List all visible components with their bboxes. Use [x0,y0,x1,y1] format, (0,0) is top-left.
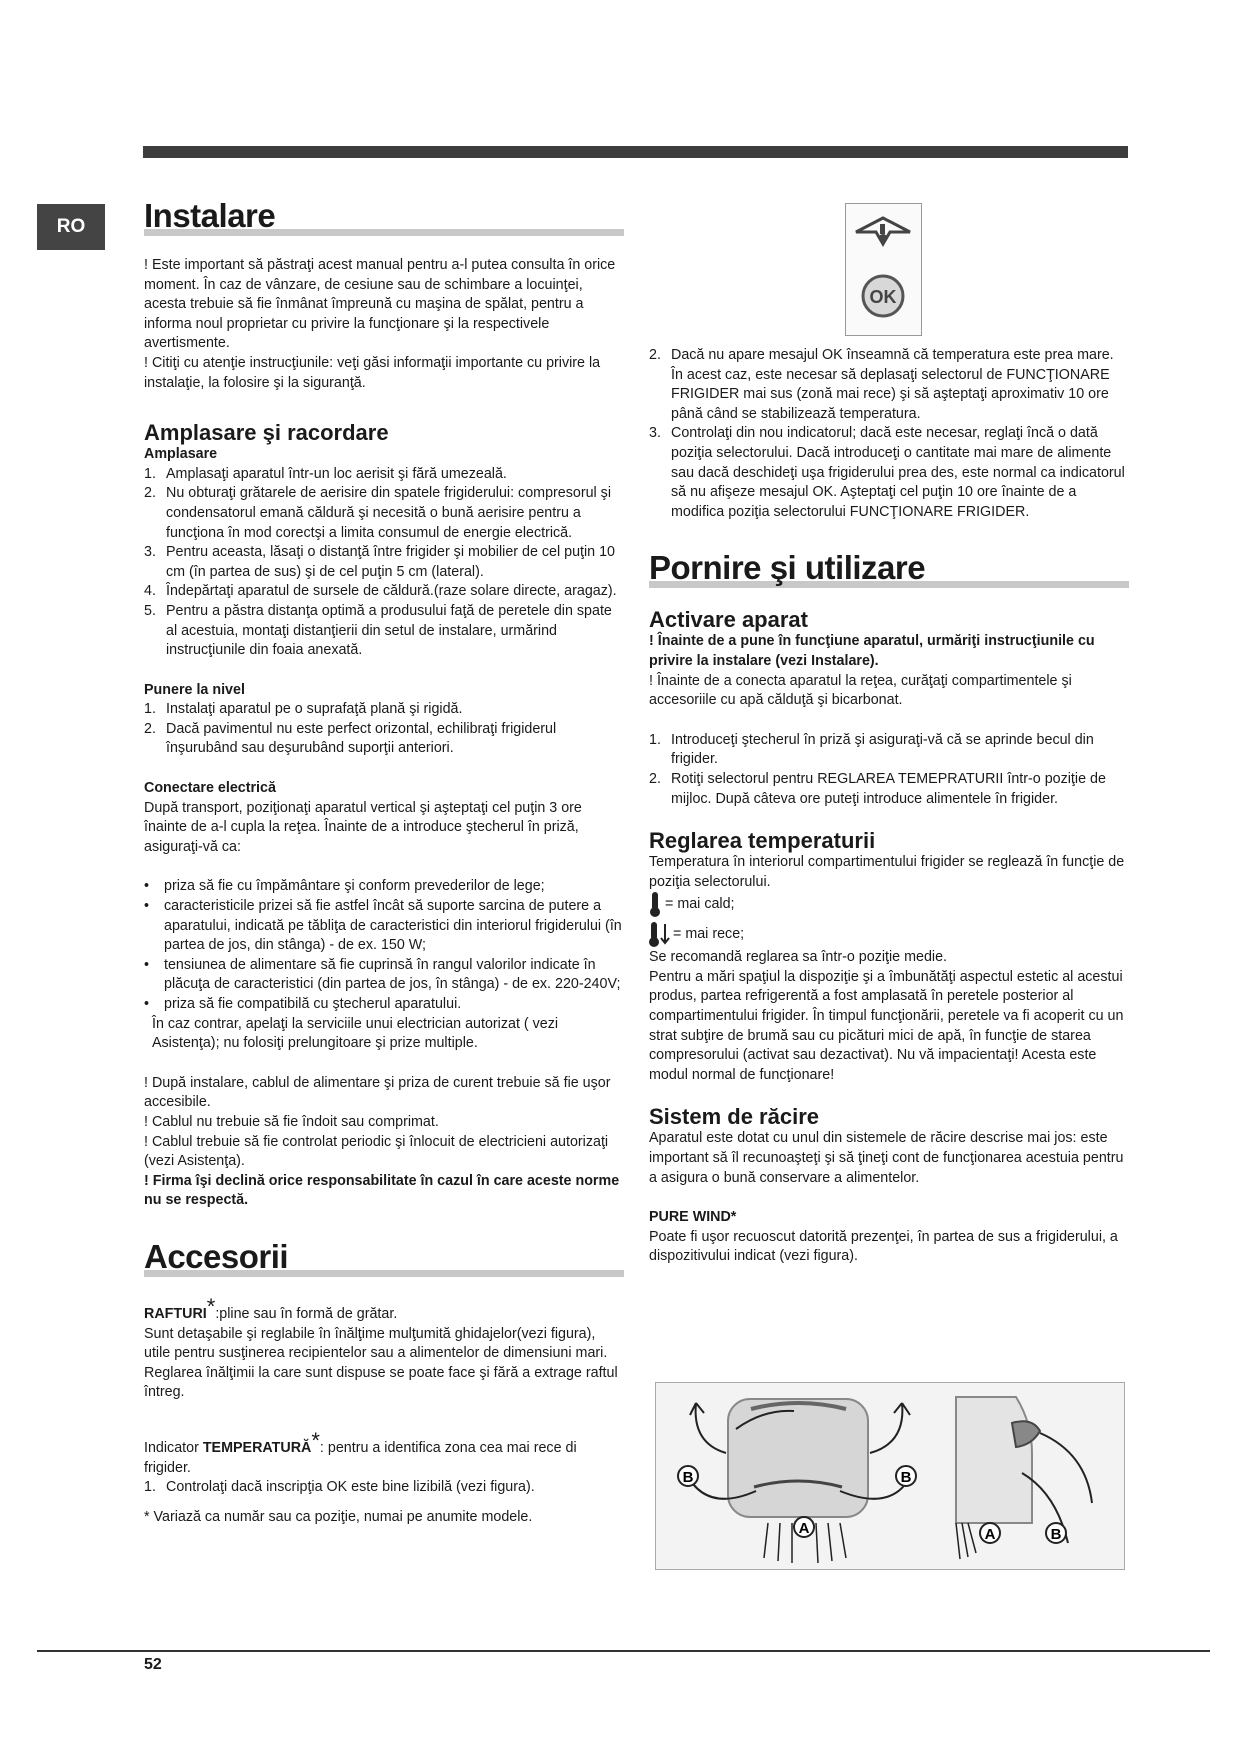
thermometer-bulb-icon [879,234,887,242]
accesorii-title: Accesorii [144,1239,624,1277]
activare-title: Activare aparat [649,607,808,633]
rafturi-text: Sunt detaşabile şi reglabile în înălţime mulţumită ghidajelor(vezi figura), utile pentru susţinerea recipientelor sau a alimentelor de dimensiuni mari. Reglarea înălţimii la care sunt dispuse se poate face şi fără a extrage raftul întreg. [144,1325,618,1401]
label-a-right: A [984,1526,996,1543]
rafturi-line: RAFTURI*:pline sau în formă de grătar. [144,1293,398,1322]
header-bar [143,146,1128,158]
footer-rule [37,1650,1210,1652]
nivel-list [144,700,624,759]
list-item: 5. Pentru a păstra distanţa optimă a produsului faţă de peretele din spate al acestuia, montaţi distanţierii din setul de instalare, urmărind instrucţiunile din foaia anexată. [144,602,612,659]
mai-rece-row: = mai rece; [649,922,1129,948]
left-column [144,198,624,1527]
nivel-subtitle: Punere la nivel [144,681,245,698]
activare-warning: ! Înainte de a pune în funcţiune aparatul, urmăriţi instrucţiunile cu privire la instalare (vezi Instalare). [649,633,1095,669]
racire-title: Sistem de răcire [649,1104,819,1130]
side-airflow-arrow [1040,1433,1092,1503]
airflow-arrow-right [870,1403,910,1453]
electrica-contrar: În caz contrar, apelaţi la serviciile unui electrician autorizat ( vezi Asistenţa); nu folosiţi prelungitoare şi prize multiple. [152,1015,559,1052]
thermometer-warm-icon [649,892,661,918]
side-airflow-lines [956,1523,976,1559]
list-item: 2. Nu obturaţi grătarele de aerisire din spatele frigiderului: compresorul şi condensatorul emană căldură şi necesită o bună aerisire pentru a funcţiona în mod corectşi a limita consumul de energie electrică. [144,485,612,541]
pure-wind-figure [655,1382,1125,1570]
activare-note: ! Înainte de a conecta aparatul la reţea, curăţaţi compartimentele şi accesoriile cu apă călduţă şi bicarbonat. [649,672,1072,709]
side-vent [1012,1421,1040,1447]
amplasare-title: Amplasare şi racordare [144,420,389,446]
electrica-bullets [144,877,624,1014]
warning-1: ! După instalare, cablul de alimentare şi priza de curent trebuie să fie uşor accesibile. [144,1074,611,1111]
indicator-line: Indicator TEMPERATURĂ*: pentru a identifica zona cea mai rece di frigider. [144,1427,577,1476]
language-tab: RO [37,204,105,250]
right-column [649,346,1129,1267]
reglare-text: Pentru a mări spaţiul la dispoziţie şi a îmbunătăţi aspectul estetic al acestui produs, partea refrigerentă a fost amplasată în peretele posterior al compartimentului frigider. În timpul funcţionării, peretele va fi acoperit cu un strat subţire de brumă sau cu picături mici de apă, în funcţie de starea compresorului (activat sau dezactivat). Nu vă impacientaţi! Acesta este modul normal de funcţionare! [649,968,1124,1083]
list-item: • caracteristicile prizei să fie astfel încât să suporte sarcina de putere a aparatului, indicată pe tăbliţa de caracteristici din interiorul frigiderului (în partea de jos, din stânga) - de ex. 150 W; [144,897,624,956]
list-item: 1. Controlaţi dacă inscripţia OK este bine lizibilă (vezi figura). [144,1479,535,1496]
fan-unit-front [728,1399,868,1517]
reglare-intro: Temperatura în interiorul compartimentului frigider se reglează în funcţie de poziţia selectorului. [649,854,1125,890]
pornire-title: Pornire şi utilizare [649,550,1129,588]
pure-wind-text: Poate fi uşor recuoscut datorită prezenţei, în partea de sus a frigiderului, a dispozitivului indicat (vezi figura). [649,1228,1118,1265]
indicator-list [144,1478,624,1498]
electrica-intro: După transport, poziţionaţi aparatul vertical şi aşteptaţi cel puţin 3 ore înainte de a-l cupla la reţea. Înainte de a introduce ştecherul în priză, asiguraţi-vă ca: [144,799,582,855]
label-b-side: B [1050,1526,1062,1543]
list-item: 1. Amplasaţi aparatul într-un loc aerisit şi fără umezeală. [144,465,507,482]
list-item: 3. Controlaţi din nou indicatorul; dacă este necesar, reglaţi încă o dată poziţia selectorului. Dacă introduceţi o cantitate mai mare de alimente sau dacă deschideţi uşa frigiderului prea des, este normal ca indicatorul să nu afişeze mesajul OK. Aşteptaţi cel puţin 10 ore înainte de a modifica poziţia selectorului FUNCŢIONARE FRIGIDER. [649,425,1125,520]
mai-cald-row: = mai cald; [649,892,1129,918]
reglare-recommendation: Se recomandă reglarea sa într-o poziţie medie. [649,949,948,966]
amplasare-list [144,465,624,661]
list-item: 2. Dacă pavimentul nu este perfect orizontal, echilibraţi frigiderul înşurubând sau deşurubând suporţii anteriori. [144,720,557,757]
indicator-drawing [846,204,921,335]
list-item: 1. Instalaţi aparatul pe o suprafaţă plană şi rigidă. [144,701,463,718]
list-item: 4. Îndepărtaţi aparatul de sursele de căldură.(raze solare directe, aragaz). [144,583,617,600]
pure-wind-drawing [656,1383,1124,1569]
pure-wind-title: PURE WIND* [649,1209,737,1226]
indicator-list-continued [649,346,1129,522]
list-item: 2. Dacă nu apare mesajul OK înseamnă că temperatura este prea mare. În acest caz, este necesar să deplasaţi selectorul de FUNCŢIONARE FRIGIDER mai sus (zonă mai rece) şi să aşteptaţi aproximativ 10 ore până când se stabilizează temperatura. [649,347,1114,422]
thermometer-cold-icon [649,922,671,948]
intro-paragraph-1: ! Este important să păstraţi acest manual pentru a-l putea consulta în orice moment. În caz de vânzare, de cesiune sau de schimbare a locuinţei, acesta trebuie să fie înmânat împreună cu maşina de spălat, pentru a informa noul proprietar cu privire la funcţionare şi la respectivele avertismente. [144,257,616,352]
list-item: • priza să fie compatibilă cu ştecherul aparatului. [144,995,624,1015]
temperature-indicator-figure [845,203,922,336]
list-item: 3. Pentru aceasta, lăsaţi o distanţă între frigider şi mobilier de cel puţin 10 cm (în partea de sus) şi de cel puţin 5 cm (lateral). [144,544,616,580]
reglare-title: Reglarea temperaturii [649,828,876,854]
activare-list [649,731,1129,809]
label-b-left: B [682,1469,694,1486]
thermometer-icon [880,224,885,234]
label-b-right: B [900,1469,912,1486]
intro-paragraph-2: ! Citiţi cu atenţie instrucţiunile: veţi găsi informaţii importante cu privire la instalaţie, la folosire şi la siguranţă. [144,354,601,391]
fan-unit-side [956,1397,1032,1523]
footnote: * Variază ca număr sau ca poziţie, numai pe anumite modele. [144,1508,533,1525]
list-item: • priza să fie cu împământare şi conform prevederilor de lege; [144,877,624,897]
page-number: 52 [144,1656,162,1673]
amplasare-subtitle: Amplasare [144,446,218,463]
warning-4: ! Firma îşi declină orice responsabilitate în cazul în care aceste norme nu se respectă. [144,1172,620,1209]
list-item: 2. Rotiţi selectorul pentru REGLAREA TEMEPRATURII într-o poziţie de mijloc. După câteva ore puteţi introduce alimentele în frigider. [649,770,1106,807]
list-item: 1. Introduceţi ştecherul în priză şi asiguraţi-vă că se aprinde becul din frigider. [649,731,1094,768]
ok-label: OK [869,287,897,307]
label-a-left: A [798,1520,810,1537]
electrica-subtitle: Conectare electrică [144,780,276,797]
warning-2: ! Cablul nu trebuie să fie îndoit sau comprimat. [144,1113,439,1130]
instalare-title: Instalare [144,198,624,236]
list-item: • tensiunea de alimentare să fie cuprinsă în rangul valorilor indicate în plăcuţa de caracteristici (din partea de jos, în stânga) - de ex. 220-240V; [144,956,624,995]
airflow-arrow-left [690,1403,726,1453]
warning-3: ! Cablul trebuie să fie controlat periodic şi înlocuit de electricieni autorizaţi (vezi Asistenţa). [144,1133,609,1170]
racire-text: Aparatul este dotat cu unul din sistemele de răcire descrise mai jos: este important să îl recunoaşteţi şi să ţineţi cont de funcţionarea acestuia pentru a asigura o bună conservare a alimentelor. [649,1130,1124,1186]
